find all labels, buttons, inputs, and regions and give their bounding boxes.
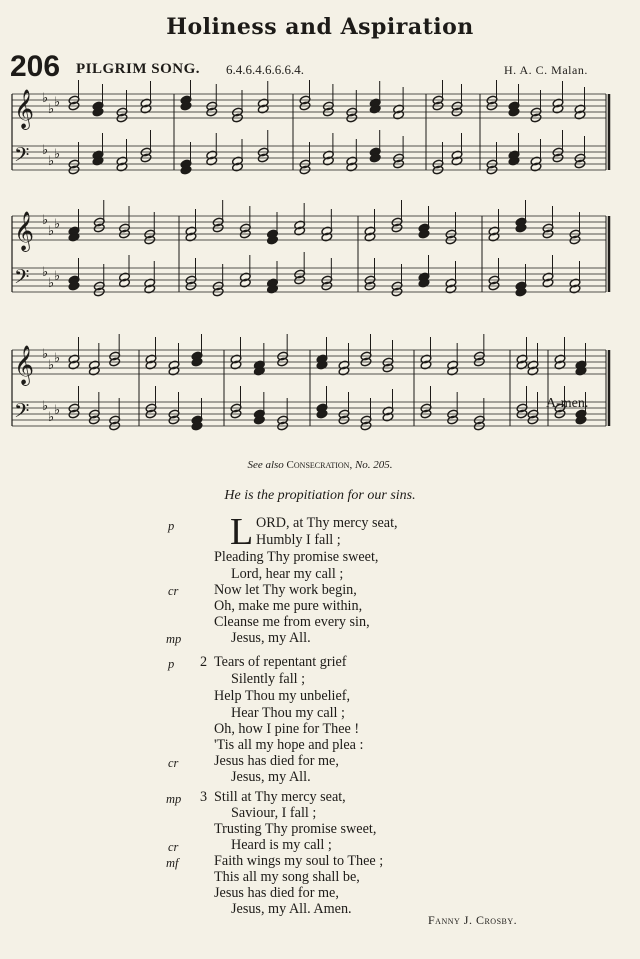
verse-line: Trusting Thy promise sweet, [214,821,377,837]
verse-line: Saviour, I fall ; [231,805,317,821]
verse-line: Jesus, my All. [231,630,311,646]
verse-line: Oh, how I pine for Thee ! [214,721,360,737]
treble-clef-icon: 𝄞 [14,345,35,385]
hymn-subtitle: He is the propitiation for our sins. [224,488,416,503]
verse-line: Jesus has died for me, [214,753,339,769]
flat-icon: ♭ [48,102,55,117]
verse-line: ORD, at Thy mercy seat, [256,515,398,531]
dynamic-mark: p [168,519,175,533]
verse-line: This all my song shall be, [214,869,360,885]
dynamic-mark: cr [168,584,179,598]
bass-clef-icon: 𝄢 [14,399,30,427]
flat-icon: ♭ [48,154,55,169]
amen-label: A-men. [546,396,589,411]
flat-icon: ♭ [48,410,55,425]
dynamic-mark: mf [166,856,179,870]
dynamic-mark: p [168,657,175,671]
music-score [0,80,640,455]
flat-icon: ♭ [42,399,49,414]
dynamic-mark: mp [166,792,182,806]
verse-line: Heard is my call ; [231,837,332,853]
flat-icon: ♭ [48,224,55,239]
composer: H. A. C. Malan. [504,63,588,77]
flat-icon: ♭ [54,269,61,284]
flat-icon: ♭ [54,95,61,110]
verse-line: Oh, make me pure within, [214,598,363,614]
hymn-number: 206 [10,50,61,83]
flat-icon: ♭ [42,265,49,280]
dynamic-mark: cr [168,840,179,854]
flat-icon: ♭ [42,143,49,158]
verse-line: Hear Thou my call ; [231,705,345,721]
flat-icon: ♭ [54,147,61,162]
bass-clef-icon: 𝄢 [14,143,30,171]
see-also-num: No. 205. [354,459,393,471]
flat-icon: ♭ [54,351,61,366]
dynamic-mark: mp [166,632,182,646]
verse-line: Jesus, my All. Amen. [231,901,352,917]
treble-clef-icon: 𝄞 [14,211,35,251]
verse-line: 'Tis all my hope and plea : [214,737,364,753]
verse-line: Faith wings my soul to Thee ; [214,853,384,869]
bass-clef-icon: 𝄢 [14,265,30,293]
verse-line: Lord, hear my call ; [231,566,344,582]
verse-line: Jesus has died for me, [214,885,339,901]
meter: 6.4.6.4.6.6.6.4. [226,62,304,77]
flat-icon: ♭ [48,358,55,373]
tune-name: PILGRIM SONG. [76,61,201,77]
flat-icon: ♭ [54,217,61,232]
flat-icon: ♭ [42,91,49,106]
flat-icon: ♭ [48,276,55,291]
verse-line: Silently fall ; [231,671,306,687]
flat-icon: ♭ [42,213,49,228]
treble-clef-icon: 𝄞 [14,89,35,129]
verse-line: Still at Thy mercy seat, [214,789,346,805]
see-also-prefix: See also [247,459,284,471]
verse-line: Pleading Thy promise sweet, [214,549,379,565]
flat-icon: ♭ [54,403,61,418]
verse-line: Humbly I fall ; [256,532,341,548]
hymn-author: Fanny J. Crosby. [428,913,518,927]
section-title: Holiness and Aspiration [166,14,474,40]
verse-number: 2 [200,654,208,670]
flat-icon: ♭ [42,347,49,362]
verse-line: Tears of repentant grief [214,654,347,670]
drop-cap: L [230,511,254,553]
verse-line: Cleanse me from every sin, [214,614,370,630]
see-also-note [0,459,640,471]
dynamic-mark: cr [168,756,179,770]
verse-line: Jesus, my All. [231,769,311,785]
verse-number: 3 [200,789,208,805]
verse-line: Help Thou my unbelief, [214,688,351,704]
see-also-ref: Consecration, [286,459,353,471]
verse-line: Now let Thy work begin, [214,582,357,598]
